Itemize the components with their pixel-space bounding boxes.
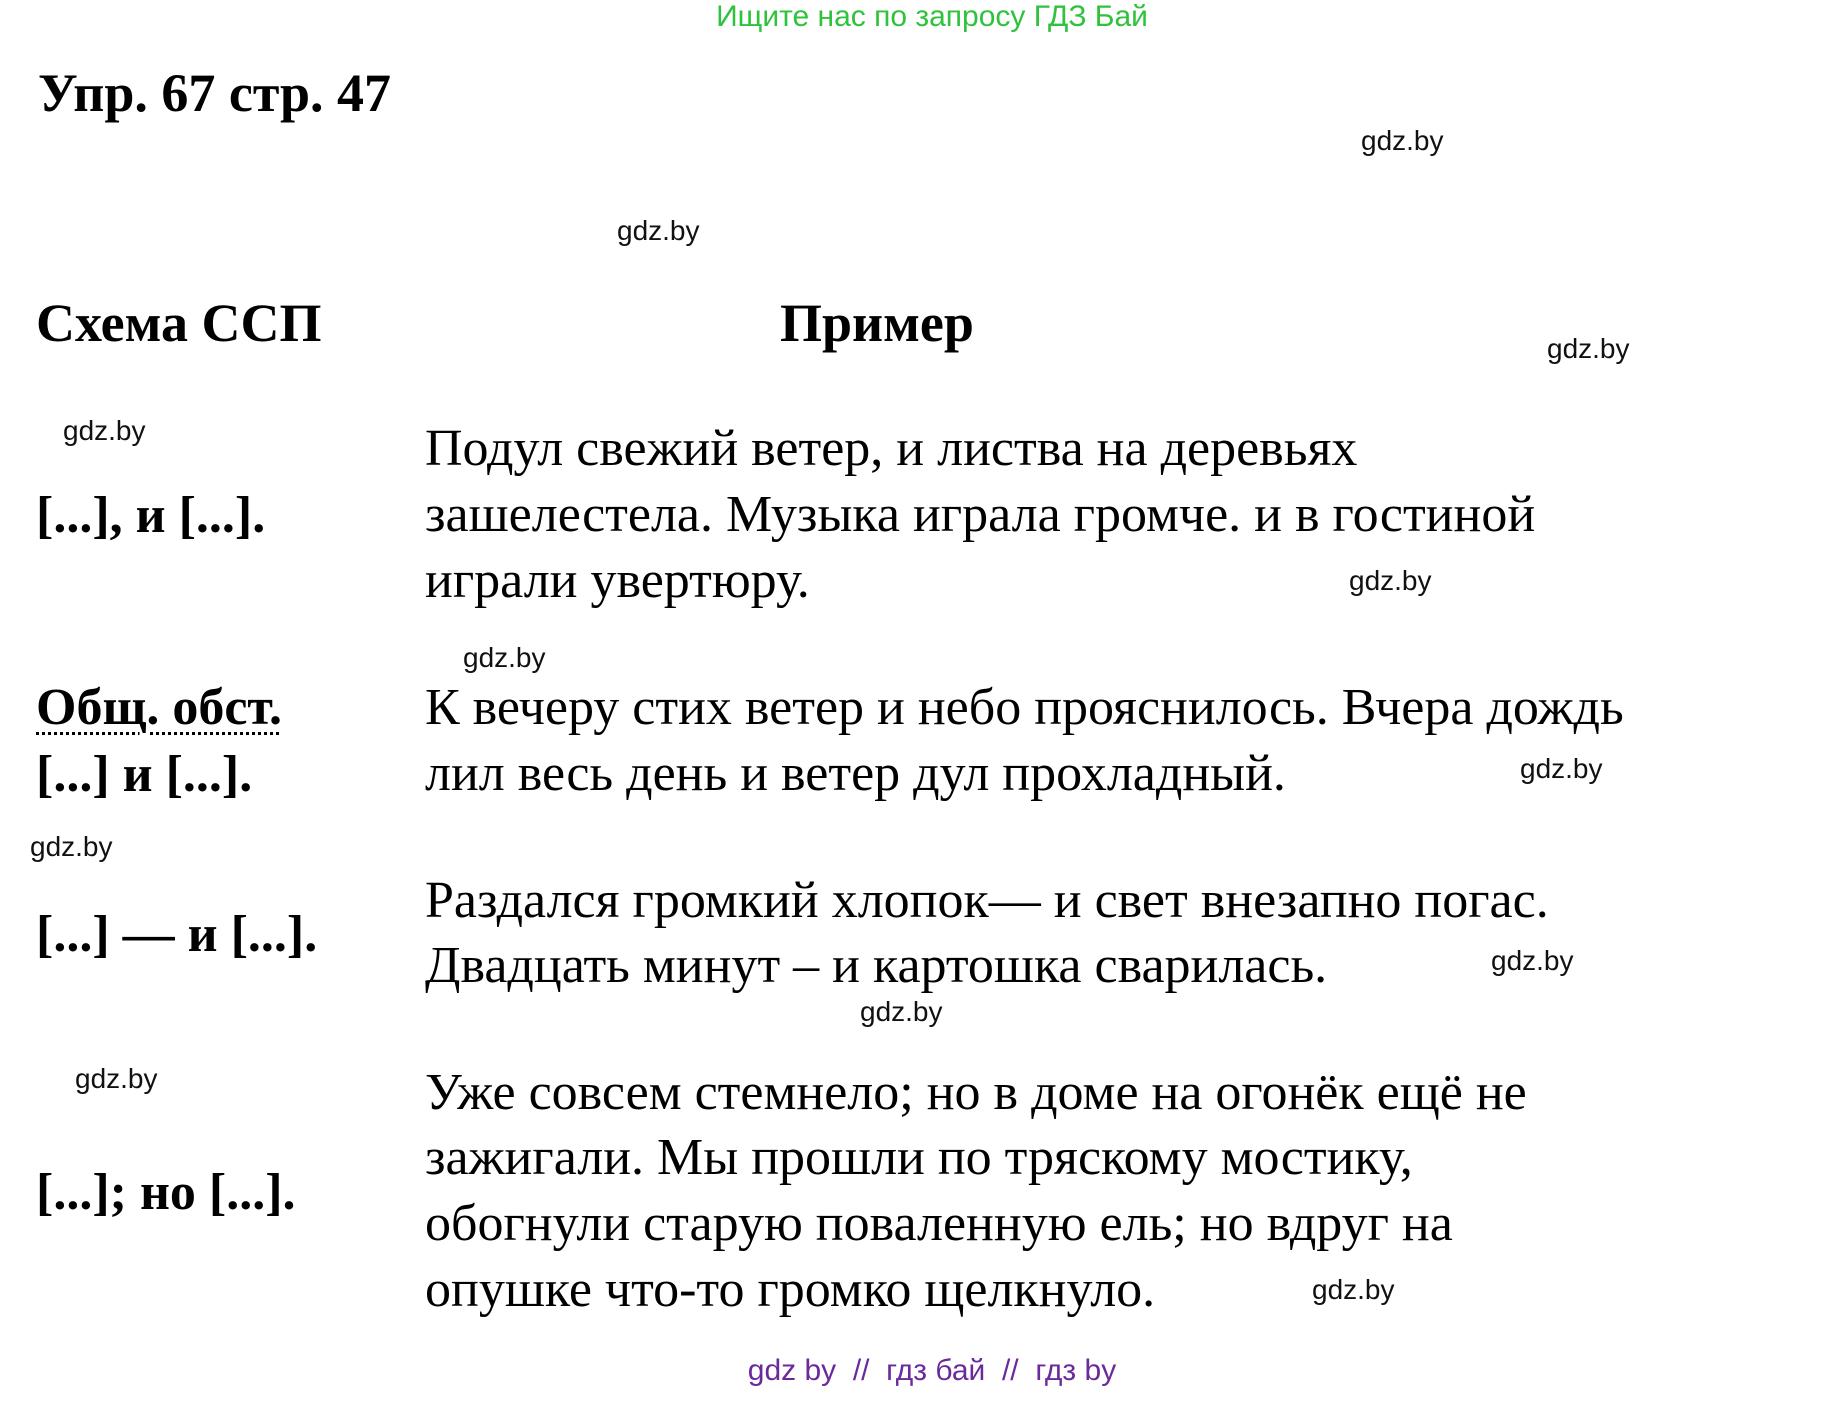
watermark: gdz.by xyxy=(860,996,943,1027)
watermark: gdz.by xyxy=(30,831,113,862)
scheme-3: [...] — и [...]. xyxy=(36,906,318,963)
search-banner: Ищите нас по запросу ГДЗ Бай xyxy=(716,0,1148,33)
example-line: зашелестела. Музыка играла громче. и в гостиной xyxy=(425,486,1536,543)
example-line: обогнули старую поваленную ель; но вдруг на xyxy=(425,1195,1453,1252)
example-line: играли увертюру. xyxy=(425,552,810,609)
watermark: gdz.by xyxy=(1312,1274,1395,1305)
watermark: gdz.by xyxy=(75,1063,158,1094)
watermark: gdz.by xyxy=(463,642,546,673)
scheme-1: [...], и [...]. xyxy=(36,487,266,544)
watermark: gdz.by xyxy=(1361,125,1444,156)
adverbial-label: Общ. обст. xyxy=(36,679,283,736)
watermark: gdz.by xyxy=(1520,753,1603,784)
example-line: Подул свежий ветер, и листва на деревьях xyxy=(425,420,1358,477)
watermark: gdz.by xyxy=(617,215,700,246)
page-title: Упр. 67 стр. 47 xyxy=(38,63,392,123)
example-column-header: Пример xyxy=(780,293,974,353)
example-line: зажигали. Мы прошли по тряскому мостику, xyxy=(425,1129,1413,1186)
watermark: gdz.by xyxy=(1547,333,1630,364)
example-line: Уже совсем стемнело; но в доме на огонёк ещё не xyxy=(425,1064,1527,1121)
watermark: gdz.by xyxy=(1349,565,1432,596)
watermark: gdz.by xyxy=(63,415,146,446)
footer-watermark: gdz by // гдз бай // гдз by xyxy=(747,1354,1117,1387)
example-line: опушке что-то громко щелкнуло. xyxy=(425,1261,1156,1318)
example-line: лил весь день и ветер дул прохладный. xyxy=(425,745,1286,802)
example-line: Раздался громкий хлопок— и свет внезапно погас. xyxy=(425,872,1549,929)
scheme-2: [...] и [...]. xyxy=(36,746,253,803)
scheme-column-header: Схема ССП xyxy=(36,293,322,353)
example-line: К вечеру стих ветер и небо прояснилось. Вчера дождь xyxy=(425,679,1624,736)
example-line: Двадцать минут – и картошка сварилась. xyxy=(425,937,1328,994)
watermark: gdz.by xyxy=(1491,945,1574,976)
scheme-4: [...]; но [...]. xyxy=(36,1164,296,1221)
